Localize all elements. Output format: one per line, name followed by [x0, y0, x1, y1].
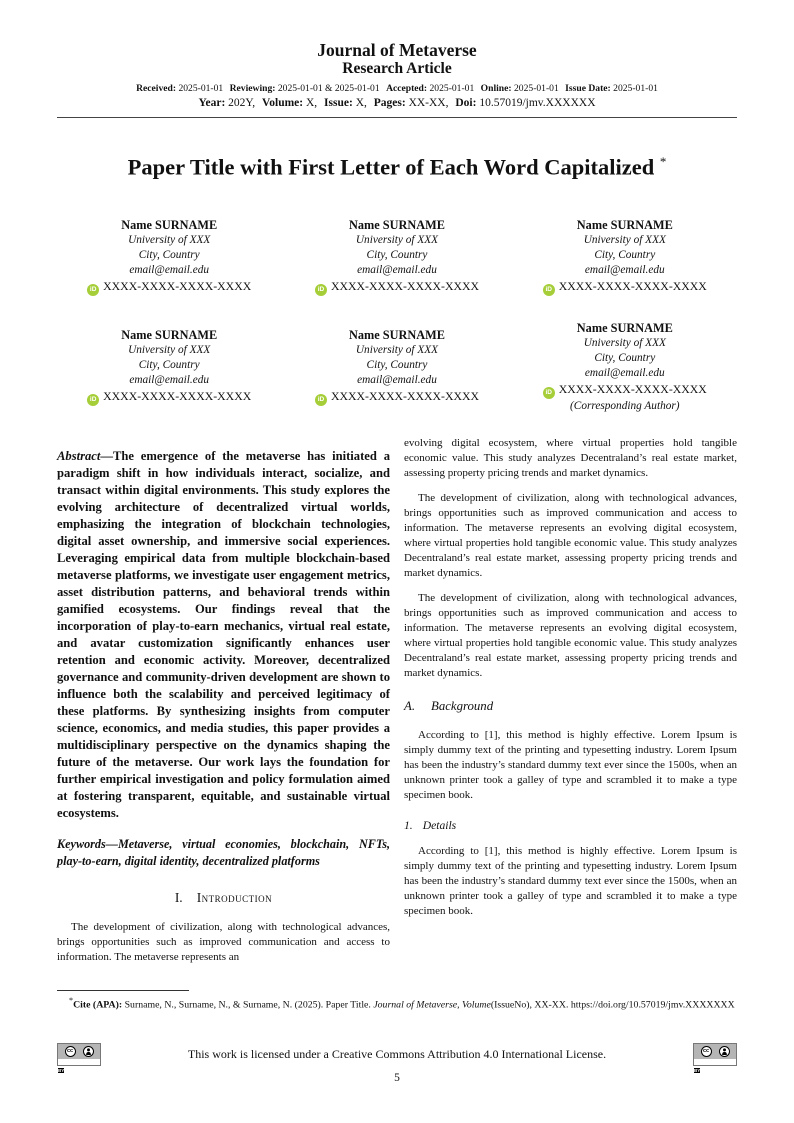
author-location: City, Country	[138, 248, 200, 261]
accepted-pair	[386, 83, 474, 94]
author-3	[513, 217, 737, 296]
orcid-id: XXXX-XXXX-XXXX-XXXX	[558, 278, 707, 293]
page-number: 5	[394, 1072, 400, 1084]
issue-date-pair	[565, 83, 658, 94]
person-icon	[719, 1046, 730, 1057]
person-icon	[83, 1046, 94, 1057]
author-email: email@email.edu	[129, 263, 210, 276]
author-affiliation: University of XXX	[355, 233, 439, 246]
author-orcid-line	[285, 278, 509, 296]
orcid-icon[interactable]: iD	[315, 284, 327, 296]
year-label: Year:	[198, 97, 226, 109]
author-location: City, Country	[366, 359, 428, 371]
cc-by-label: BY	[58, 1068, 65, 1073]
cc-badge-icons	[58, 1044, 100, 1059]
subsubsection-details-heading	[404, 819, 737, 832]
year-value: 202Y,	[228, 97, 256, 109]
orcid-id: XXXX-XXXX-XXXX-XXXX	[330, 278, 480, 293]
orcid-id: XXXX-XXXX-XXXX-XXXX	[103, 389, 252, 403]
right-column	[404, 436, 737, 976]
orcid-id: XXXX-XXXX-XXXX-XXXX	[103, 278, 252, 293]
cite-authors: Surname, N., Surname, N., & Surname, N. (2025). Paper Title.	[124, 999, 374, 1011]
author-affiliation: University of XXX	[128, 233, 211, 246]
year-pair	[198, 97, 255, 109]
pages-label: Pages:	[373, 97, 406, 109]
received-value: 2025-01-01	[178, 83, 224, 94]
orcid-icon[interactable]: iD	[87, 284, 99, 296]
cc-by-badge-left[interactable]	[57, 1043, 101, 1073]
author-affiliation: University of XXX	[583, 336, 666, 349]
online-value: 2025-01-01	[514, 83, 559, 94]
accepted-value: 2025-01-01	[429, 83, 475, 94]
pages-value: XX-XX,	[408, 97, 449, 109]
doi-label: Doi:	[455, 97, 477, 109]
doi-value[interactable]: 10.57019/jmv.XXXXXX	[479, 97, 596, 109]
author-name: Name SURNAME	[121, 217, 218, 232]
doi-pair	[455, 97, 595, 109]
license-text: This work is licensed under a Creative Commons Attribution 4.0 International License.	[187, 1047, 607, 1061]
orcid-icon[interactable]: iD	[87, 394, 99, 406]
page-title	[57, 148, 737, 181]
reviewing-pair	[230, 83, 380, 94]
body-paragraph: According to [1], this method is highly effective. Lorem Ipsum is simply dummy text of the printing and typesetting industry. Lorem Ipsum has been the industry’s standard dummy text ever since the 1500s, when an unknown printer took a galley of type and scrambled it to make a type specimen book.	[404, 728, 737, 801]
volume-value: X,	[305, 97, 318, 109]
keywords-text: —Metaverse, virtual economies, blockchain, NFTs, play-to-earn, digital identity, decentralized platforms	[57, 837, 390, 869]
subsection-title: Background	[431, 698, 494, 713]
cite-label: Cite (APA):	[73, 999, 123, 1011]
title-footnote-marker: *	[659, 154, 667, 169]
cite-pages: (IssueNo), XX-XX.	[490, 999, 569, 1011]
section-introduction-heading	[57, 890, 390, 906]
body-paragraph: The development of civilization, along with technological advances, brings opportunities such as improved communication and access to information. The metaverse represents an evolving digital ecosystem, where virtual properties hold tangible economic value. This study analyzes Decentraland’s real estate market, assessing property pricing trends and market dynamics.	[404, 491, 737, 579]
cc-icon-text: cc	[66, 1047, 74, 1054]
abstract	[57, 448, 390, 822]
issue-label: Issue:	[324, 97, 353, 109]
author-name: Name SURNAME	[576, 320, 673, 335]
received-pair	[136, 83, 223, 94]
cc-badge-icons	[694, 1044, 736, 1059]
footnote-text	[57, 994, 737, 1012]
intro-continuation-paragraph: evolving digital ecosystem, where virtual properties hold tangible economic value. This study analyzes Decentraland’s real estate market, assessing property pricing trends and market dynamics.	[404, 436, 737, 479]
left-column	[57, 436, 390, 976]
author-4	[57, 327, 281, 406]
author-2	[285, 217, 509, 296]
section-title: Introduction	[196, 890, 273, 906]
keywords-label: Keywords	[57, 837, 106, 852]
author-6-corresponding	[513, 320, 737, 414]
header-rule	[57, 117, 737, 118]
cc-icon	[65, 1046, 76, 1057]
author-block	[57, 217, 737, 414]
author-email: email@email.edu	[129, 374, 210, 386]
author-location: City, Country	[594, 351, 656, 364]
author-location: City, Country	[366, 248, 428, 261]
author-orcid-line	[285, 388, 509, 406]
cite-footnote	[57, 990, 737, 1012]
cc-by-label: BY	[694, 1068, 701, 1073]
journal-name: Journal of Metaverse	[317, 40, 477, 60]
cite-journal: Journal of Metaverse, Volume	[373, 999, 491, 1011]
author-orcid-line	[57, 388, 281, 406]
volume-line	[0, 96, 794, 111]
author-name: Name SURNAME	[349, 217, 445, 232]
intro-paragraph: The development of civilization, along with technological advances, brings opportunities such as improved communication and access to information. The metaverse represents an	[57, 921, 390, 964]
orcid-id: XXXX-XXXX-XXXX-XXXX	[330, 389, 480, 403]
footnote-rule	[57, 990, 189, 991]
body-paragraph: According to [1], this method is highly effective. Lorem Ipsum is simply dummy text of the printing and typesetting industry. Lorem Ipsum has been the industry’s standard dummy text ever since the 1500s, when an unknown printer took a galley of type and scrambled it to make a type specimen book.	[404, 844, 737, 917]
paper-title-text: Paper Title with First Letter of Each Word Capitalized	[127, 154, 655, 180]
author-affiliation: University of XXX	[128, 344, 211, 356]
footnote-marker: *	[69, 996, 74, 1005]
license-bar	[57, 1043, 737, 1073]
author-email: email@email.edu	[357, 374, 437, 386]
orcid-icon[interactable]: iD	[543, 284, 555, 296]
body-paragraph: The development of civilization, along with technological advances, brings opportunities such as improved communication and access to information. The metaverse represents an evolving digital ecosystem, where virtual properties hold tangible economic value. This study analyzes Decentraland’s real estate market, assessing property pricing trends and market dynamics.	[404, 591, 737, 679]
subsubsection-title: Details	[422, 818, 457, 832]
author-1	[57, 217, 281, 296]
author-name: Name SURNAME	[349, 328, 445, 342]
journal-header	[0, 0, 794, 111]
subsubsection-number: 1.	[404, 818, 413, 832]
author-orcid-line	[513, 278, 737, 296]
author-location: City, Country	[594, 248, 656, 261]
orcid-id: XXXX-XXXX-XXXX-XXXX	[558, 381, 707, 396]
corresponding-author-note: (Corresponding Author)	[570, 399, 680, 412]
author-row-1	[57, 217, 737, 296]
cc-icon	[701, 1046, 712, 1057]
orcid-icon[interactable]: iD	[315, 394, 327, 406]
volume-pair	[262, 97, 317, 109]
author-name: Name SURNAME	[576, 217, 673, 232]
author-location: City, Country	[138, 359, 200, 371]
author-orcid-line	[513, 381, 737, 399]
subsection-number: A.	[404, 698, 416, 713]
abstract-label: Abstract	[57, 449, 101, 464]
body-columns	[57, 436, 737, 976]
author-5	[285, 327, 509, 406]
issue-date-label: Issue Date:	[565, 83, 611, 94]
issue-pair	[324, 97, 367, 109]
issue-date-value: 2025-01-01	[613, 83, 658, 94]
cc-by-badge-right[interactable]	[693, 1043, 737, 1073]
author-affiliation: University of XXX	[355, 344, 439, 356]
abstract-text: —The emergence of the metaverse has initiated a paradigm shift in how individuals interact, socialize, and transact within digital environments. This study explores the evolving architecture of decentralized virtual worlds, emphasizing the integration of blockchain technologies, digital asset ownership, and immersive social experiences. Leveraging empirical data from multiple blockchain-based metaverse platforms, we investigate user engagement metrics, asset distribution patterns, and behavioral trends within gamified ecosystems. Our findings reveal that the incorporation of play-to-earn mechanics, virtual real estate, and avatar customization significantly enhances user retention and economic activity. Moreover, decentralized governance and community-driven development are shown to influence both the scalability and perceived legitimacy of these platforms. By synthesizing insights from computer science, economics, and media studies, this paper provides a multidisciplinary perspective on the dynamics shaping the future of the metaverse. Our work lays the foundation for further empirical investigation and policy formulation aimed at fostering transparent, equitable, and sustainable virtual ecosystems.	[57, 449, 390, 821]
article-type: Research Article	[342, 60, 452, 77]
online-label: Online:	[480, 83, 512, 94]
reviewing-value: 2025-01-01 & 2025-01-01	[277, 83, 380, 94]
author-row-2	[57, 320, 737, 414]
author-email: email@email.edu	[584, 263, 665, 276]
reviewing-label: Reviewing:	[229, 83, 276, 94]
pages-pair	[374, 97, 449, 109]
orcid-icon[interactable]: iD	[543, 387, 555, 399]
section-number: I.	[174, 890, 183, 906]
online-pair	[481, 83, 559, 94]
subsection-background-heading	[404, 699, 737, 714]
author-orcid-line	[57, 278, 281, 296]
keywords	[57, 836, 390, 870]
received-label: Received:	[136, 83, 177, 94]
doi-link[interactable]: https://doi.org/10.57019/jmv.XXXXXXX	[570, 999, 735, 1011]
author-affiliation: University of XXX	[583, 233, 666, 246]
volume-label: Volume:	[262, 97, 304, 109]
dates-line	[0, 81, 794, 96]
author-name: Name SURNAME	[121, 328, 218, 342]
cc-icon-text: cc	[702, 1047, 710, 1054]
accepted-label: Accepted:	[386, 83, 428, 94]
issue-value: X,	[355, 97, 367, 109]
author-email: email@email.edu	[584, 366, 665, 379]
author-email: email@email.edu	[357, 263, 437, 276]
